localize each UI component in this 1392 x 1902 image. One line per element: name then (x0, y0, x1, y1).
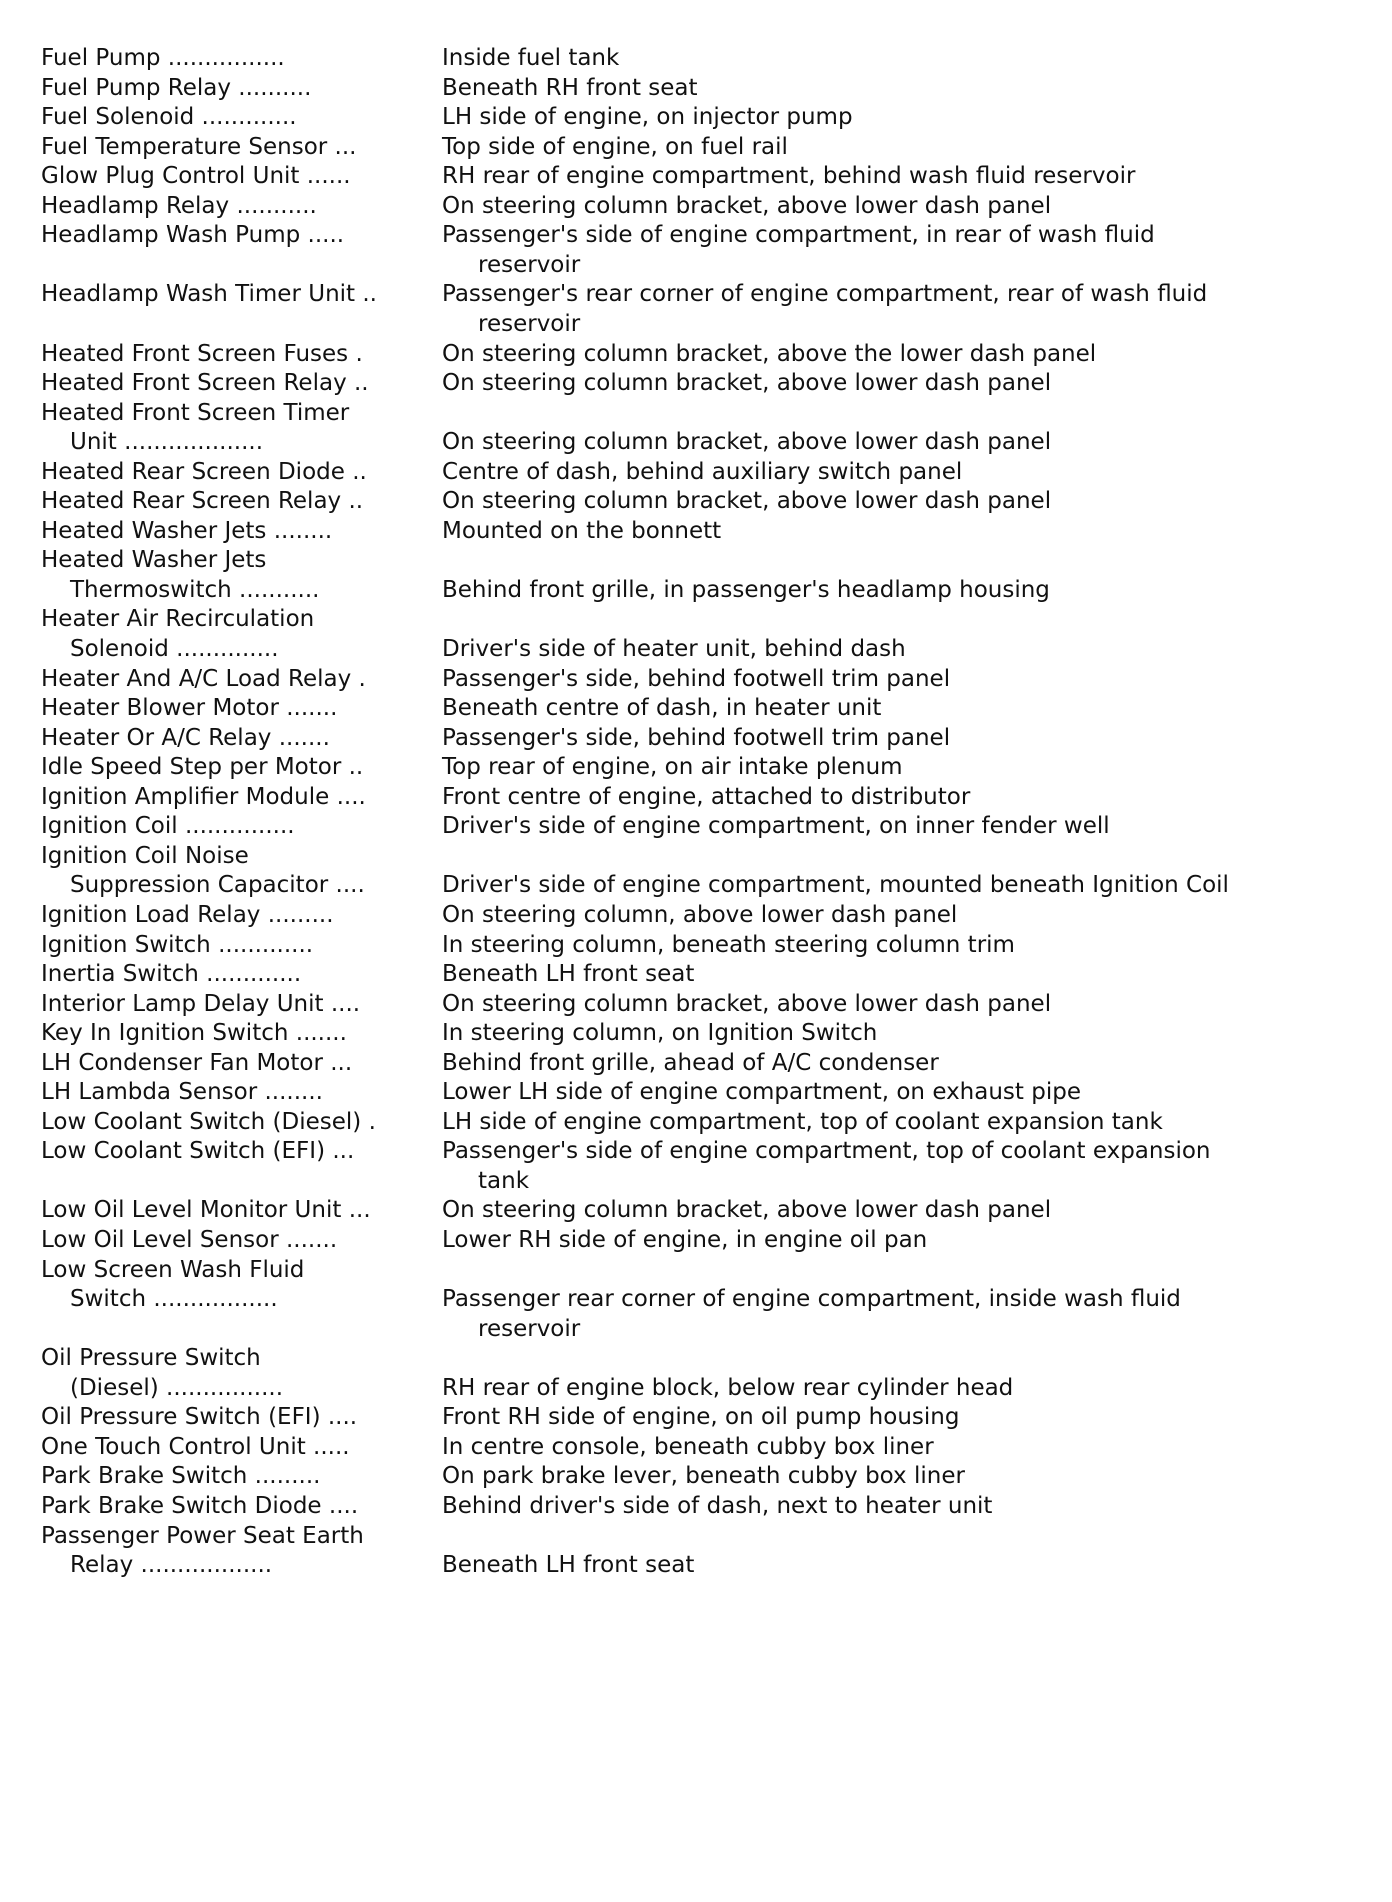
component-location: Lower LH side of engine compartment, on exhaust pipe (442, 1079, 1081, 1106)
component-name: Idle Speed Step per Motor .. (41, 754, 364, 781)
component-name-continued: Relay .................. (70, 1552, 273, 1579)
component-name: One Touch Control Unit ..... (41, 1433, 350, 1460)
component-name: Heated Washer Jets ........ (41, 517, 333, 544)
component-location: Passenger's side, behind footwell trim panel (442, 724, 951, 751)
component-location: Front RH side of engine, on oil pump housing (442, 1404, 960, 1431)
component-name: Low Screen Wash Fluid (41, 1256, 305, 1283)
component-location: Beneath RH front seat (442, 74, 698, 101)
component-location: LH side of engine, on injector pump (442, 104, 853, 131)
component-name: LH Condenser Fan Motor ... (41, 1049, 353, 1076)
component-name: Passenger Power Seat Earth (41, 1522, 364, 1549)
component-name-continued: (Diesel) ................ (70, 1374, 284, 1401)
component-location: On steering column bracket, above lower dash panel (442, 1197, 1052, 1224)
component-location: Beneath centre of dash, in heater unit (442, 695, 882, 722)
component-location: On steering column bracket, above the lower dash panel (442, 340, 1097, 367)
component-name: Park Brake Switch Diode .... (41, 1492, 359, 1519)
component-name: Low Oil Level Sensor ....... (41, 1227, 338, 1253)
component-location: Top rear of engine, on air intake plenum (442, 754, 903, 781)
component-location: On steering column bracket, above lower dash panel (442, 370, 1052, 397)
component-name: Headlamp Wash Timer Unit .. (41, 281, 377, 308)
component-name: Low Coolant Switch (Diesel) . (41, 1108, 376, 1135)
component-location: RH rear of engine block, below rear cylinder head (442, 1374, 1014, 1401)
component-location-continued: reservoir (478, 251, 581, 278)
component-name: Park Brake Switch ......... (41, 1463, 321, 1490)
component-name: Ignition Switch ............. (41, 931, 314, 958)
component-name: Headlamp Wash Pump ..... (41, 222, 345, 249)
component-location: Passenger's side of engine compartment, in rear of wash fluid (442, 222, 1155, 249)
component-name-continued: Switch ................. (70, 1286, 278, 1313)
component-location: Front centre of engine, attached to distributor (442, 783, 971, 810)
entry-line (0, 1547, 1392, 1583)
component-location: Beneath LH front seat (442, 1552, 695, 1579)
component-location: On steering column bracket, above lower dash panel (442, 192, 1052, 219)
component-name: Heater Or A/C Relay ....... (41, 724, 330, 751)
component-location: Behind driver's side of dash, next to heater unit (442, 1492, 993, 1519)
component-location: Mounted on the bonnett (442, 517, 722, 544)
component-location: Top side of engine, on fuel rail (442, 133, 788, 160)
component-location: Behind front grille, in passenger's headlamp housing (442, 576, 1050, 603)
component-location: On steering column bracket, above lower dash panel (442, 488, 1052, 515)
component-name: LH Lambda Sensor ........ (41, 1079, 323, 1106)
component-name: Oil Pressure Switch (EFI) .... (41, 1404, 358, 1431)
component-name: Ignition Load Relay ......... (41, 901, 334, 928)
component-location: LH side of engine compartment, top of coolant expansion tank (442, 1108, 1163, 1135)
component-location: Centre of dash, behind auxiliary switch panel (442, 458, 963, 485)
component-location: Driver's side of engine compartment, mounted beneath Ignition Coil (442, 872, 1229, 899)
component-location: Behind front grille, ahead of A/C condenser (442, 1049, 939, 1076)
component-location-continued: tank (478, 1167, 530, 1194)
component-location: RH rear of engine compartment, behind wash fluid reservoir (442, 163, 1136, 190)
component-location-continued: reservoir (478, 1315, 581, 1342)
component-location: Driver's side of heater unit, behind dash (442, 636, 906, 662)
component-location: Passenger's rear corner of engine compartment, rear of wash fluid (442, 281, 1208, 308)
component-name-continued: Thermoswitch ........... (70, 576, 320, 603)
component-location: Inside fuel tank (442, 45, 620, 71)
component-name: Heated Rear Screen Relay .. (41, 488, 364, 515)
component-name: Heated Front Screen Timer (41, 399, 350, 426)
component-location: Passenger's side, behind footwell trim panel (442, 665, 951, 692)
component-name: Fuel Solenoid ............. (41, 104, 297, 131)
component-name: Fuel Pump Relay .......... (41, 74, 312, 101)
component-location: In centre console, beneath cubby box liner (442, 1433, 934, 1460)
component-name: Heater And A/C Load Relay . (41, 665, 366, 692)
component-location: Driver's side of engine compartment, on inner fender well (442, 813, 1110, 840)
component-name: Low Oil Level Monitor Unit ... (41, 1197, 371, 1224)
component-name: Inertia Switch ............. (41, 961, 302, 988)
component-name: Heated Front Screen Relay .. (41, 370, 369, 397)
component-name: Heated Washer Jets (41, 547, 267, 574)
component-location: Passenger rear corner of engine compartment, inside wash fluid (442, 1286, 1181, 1313)
component-location-continued: reservoir (478, 310, 581, 337)
component-location: On steering column, above lower dash panel (442, 901, 958, 928)
component-name: Interior Lamp Delay Unit .... (41, 990, 361, 1017)
component-name: Heated Rear Screen Diode .. (41, 458, 367, 485)
component-name: Key In Ignition Switch ....... (41, 1020, 347, 1047)
component-name: Heated Front Screen Fuses . (41, 340, 363, 367)
component-location: In steering column, beneath steering column trim (442, 931, 1015, 958)
component-name: Headlamp Relay ........... (41, 192, 317, 219)
component-name: Fuel Pump ................ (41, 45, 285, 71)
component-location: On steering column bracket, above lower dash panel (442, 429, 1052, 456)
component-name: Oil Pressure Switch (41, 1345, 261, 1372)
component-name: Heater Blower Motor ....... (41, 695, 338, 722)
component-location: Passenger's side of engine compartment, top of coolant expansion (442, 1138, 1211, 1165)
component-name: Low Coolant Switch (EFI) ... (41, 1138, 355, 1165)
component-name: Ignition Coil Noise (41, 842, 249, 869)
component-location: Lower RH side of engine, in engine oil pan (442, 1227, 928, 1253)
component-location: On steering column bracket, above lower dash panel (442, 990, 1052, 1017)
component-name: Glow Plug Control Unit ...... (41, 163, 351, 190)
component-name-continued: Unit ................... (70, 429, 264, 456)
component-name: Fuel Temperature Sensor ... (41, 133, 357, 160)
component-name-continued: Solenoid .............. (70, 636, 279, 662)
component-location: Beneath LH front seat (442, 961, 695, 988)
component-name: Ignition Coil ............... (41, 813, 295, 840)
component-name: Ignition Amplifier Module .... (41, 783, 366, 810)
component-location: On park brake lever, beneath cubby box liner (442, 1463, 965, 1490)
component-name-continued: Suppression Capacitor .... (70, 872, 365, 899)
component-name: Heater Air Recirculation (41, 606, 315, 633)
component-location: In steering column, on Ignition Switch (442, 1020, 878, 1047)
